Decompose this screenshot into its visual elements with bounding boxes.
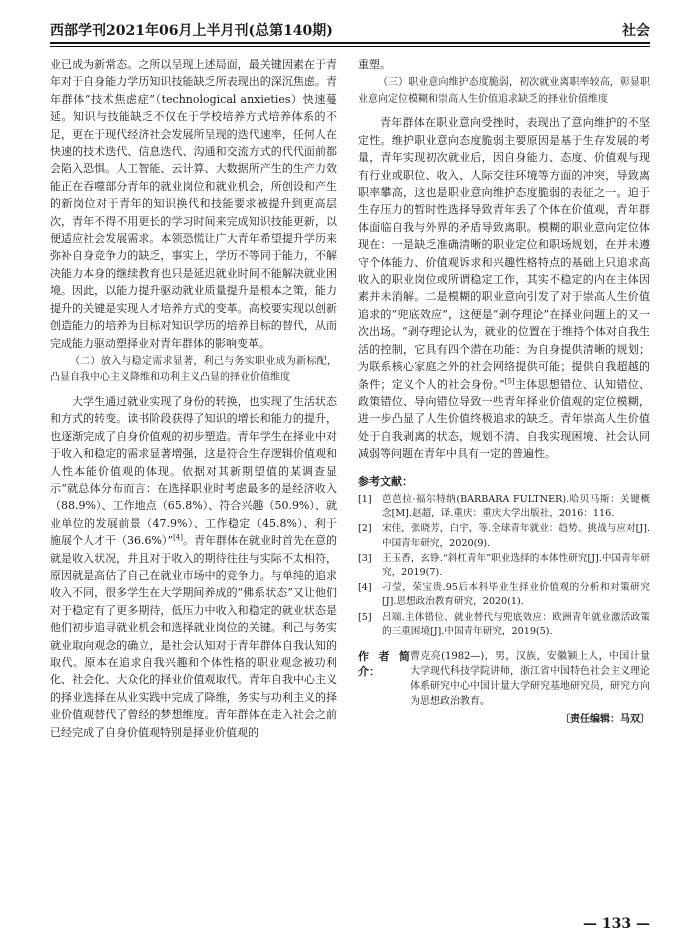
subsection-heading-2: （二）放入与稳定需求显著，利己与务实职业成为新标配，凸显自我中心主义降维和功利主义凸显的择业价值维度	[50, 355, 337, 384]
right-column	[358, 56, 650, 728]
header-rule-thick	[50, 42, 650, 44]
reference-item	[358, 493, 650, 521]
author-bio-label: 作者简介：	[358, 649, 410, 678]
reference-item	[358, 522, 650, 550]
subsection-heading-3: （三）职业意向维护态度脆弱，初次就业离职率较高，彰显职业意向定位模糊和崇高人生价值追求缺乏的择业价值维度	[358, 77, 650, 105]
paragraph-income-stability	[50, 393, 337, 741]
paragraph-continued: 业已成为新常态。之所以呈现上述局面，最关键因素在于青年对于自身能力学历知识技能缺乏所表现出的深沉焦虑。青年群体“技术焦虑症”（technological anxieties）快速蔓延。知识与技能缺乏不仅在于学校培养方式培养体系的不足，更在于现代经济社会发展所呈现的迭代速率，任何人在快速的技术迭代、信息迭代、沟通和交流方式的代代面前都会陷入恐惧。人工智能、云计算、大数据所产生的生产力效能正在吞噬部分青年的就业岗位和就业机会，所创设和产生的新岗位对于青年的知识换代和技能要求被提升到更高层次，青年不得不用更长的学习时间来完成知识技能更新，以便适应社会发展需求。本领恐慌让广大青年希望提升学历来弥补自身竞争力的缺乏，事实上，学历不等同于能力，不解决能力本身的继续教育也只是延迟就业时间不能解决就业困境。因此，以能力提升驱动就业质量提升是根本之策，能力提升的关键是实现人才培养方式的变革。高校要实现以创新创造能力的培养为目标对知识学历的培养目标的替代，从而完成能力驱动塑择业对青年群体的影响变革。	[50, 58, 337, 350]
reference-number: [2]	[358, 523, 372, 535]
paragraph-career-intention	[358, 114, 650, 462]
paragraph-continued-right: 重塑。	[358, 58, 391, 71]
reference-number: [3]	[358, 552, 372, 564]
paragraph-text-tail: 。青年群体在就业时首先在意的就是收入状况，并且对于收入的期待往往与实际不太相符，原因就是高估了自己在就业市场中的竞争力。与单纯的追求收入不同，很多学生在大学期间养成的“佛系状态”又让他们对于稳定有了更多期待，低压力中收入和稳定的就业状态是他们初步追寻就业机会和选择就业岗位的关键。利己与务实就业取向观念的确立，是社会认知对于青年群体自我认知的取代。原本在追求自我兴趣和个体性格的职业观念被功利化、社会化、大众化的择业价值观取代。青年自我中心主义的择业选择在从业实践中完成了降维，务实与功利主义的择业价值观替代了曾经的梦想维度。青年群体在走入社会之前已经完成了自身价值观特别是择业价值观的	[50, 534, 337, 739]
author-bio	[358, 649, 650, 709]
references-title: 参考文献：	[358, 474, 413, 488]
reference-number: [1]	[358, 493, 372, 505]
paragraph-text: 大学生通过就业实现了身份的转换，也实现了生活状态和方式的转变。读书阶段获得了知识的增长和能力的提升，也逐渐完成了自身价值观的初步塑造。青年学生在择业中对于收入和稳定的需求显著增强，这是符合生存逻辑价值观和人性本能价值观的体现。依据对其新期望值的某调查显示“就总体分布而言：在选择职业时考虑最多的是经济收入（88.9%）、工作地点（65.8%）、符合兴趣（50.9%）、就业单位的发展前景（47.9%）、工作稳定（45.8%）、利于施展个人才干（36.6%）”	[50, 394, 337, 548]
paragraph-text: 青年群体在职业意向受挫时，表现出了意向维护的不坚定性。维护职业意向态度脆弱主要原因是基于生存发展的考量，青年实现初次就业后，因自身能力、态度、价值观与现有行业或职位、收入、人际交往环境等方面的冲突，导致离职率攀高，这也是职业意向维护态度脆弱的表征之一。迫于生存压力的暂时性选择导致青年丢了个体在价值观，青年群体面临自我与外界的矛盾导致离职。模糊的职业意向定位体现在：一是缺乏准确清晰的职业定位和职场规划，在并未遵守个体能力、价值观诉求和兴趣性格特点的基础上只追求高收入的职业岗位或所谓稳定工作，其实不稳定的内在主体因素并未消解。二是模糊的职业意向引发了对于崇高人生价值追求的“兜底效应”，这便是“剥夺理论”在择业问题上的又一次出场。“剥夺理论认为，就业的位置在于维持个体对自我生活的控制，它具有四个潜在功能：为自身提供清晰的规划；为联系核心家庭之外的社会网络提供可能；提供自我超越的条件；定义个人的社会身份。”	[358, 116, 650, 391]
author-bio-text: 曹克亮(1982—)，男，汉族，安徽颍上人，中国计量大学现代科技学院讲师，浙江省中国特色社会主义理论体系研究中心中国计量大学研究基地研究员，研究方向为思想政治教育。	[410, 650, 650, 707]
citation-5: [5]	[504, 376, 515, 385]
reference-text: 刁莹，荣宝贵.95后本科毕业生择业价值观的分析和对策研究[J].思想政治教育研究，2020(1).	[382, 582, 650, 608]
reference-text: 王玉香，玄铮.“斜杠青年”职业选择的本体性研究[J].中国青年研究，2019(7).	[382, 552, 650, 578]
reference-number: [5]	[358, 611, 372, 623]
reference-text: 芭芭拉·福尔特纳(BARBARA FULTNER).哈贝马斯：关键概念[M].赵超，译.重庆：重庆大学出版社，2016：116.	[382, 493, 650, 520]
editor-credit: 〔责任编辑：马双〕	[560, 713, 650, 725]
page-number: — 133 —	[583, 916, 650, 932]
reference-text: 宋佳，张晓芳，白宇，等.全球青年就业：趋势、挑战与应对[J].中国青年研究，2020(9).	[382, 523, 650, 549]
left-column	[50, 56, 337, 741]
reference-item	[358, 581, 650, 609]
running-header	[50, 10, 650, 44]
reference-list	[358, 493, 650, 639]
reference-item	[358, 552, 650, 580]
reference-item	[358, 611, 650, 639]
header-rule-thin	[50, 46, 650, 47]
section-name: 社会	[622, 23, 650, 39]
reference-number: [4]	[358, 582, 372, 594]
paragraph-text-tail: 主体思想错位、认知错位、政策错位、导向错位导致一些青年择业价值观的定位模糊，进一步凸显了人生价值终极追求的缺乏。青年崇高人生价值处于自我剥离的状态，规划不清、自我实现困境、社会认同减弱等问题在青年中具有一定的普遍性。	[358, 377, 651, 461]
reference-text: 吕端.主体错位、就业替代与兜底效应：欧洲青年就业激活政策的三重困境[J].中国青年研究，2019(5).	[382, 611, 650, 637]
journal-title: 西部学刊2021年06月上半月刊(总第140期)	[50, 23, 333, 39]
citation-4: [4]	[173, 533, 183, 542]
